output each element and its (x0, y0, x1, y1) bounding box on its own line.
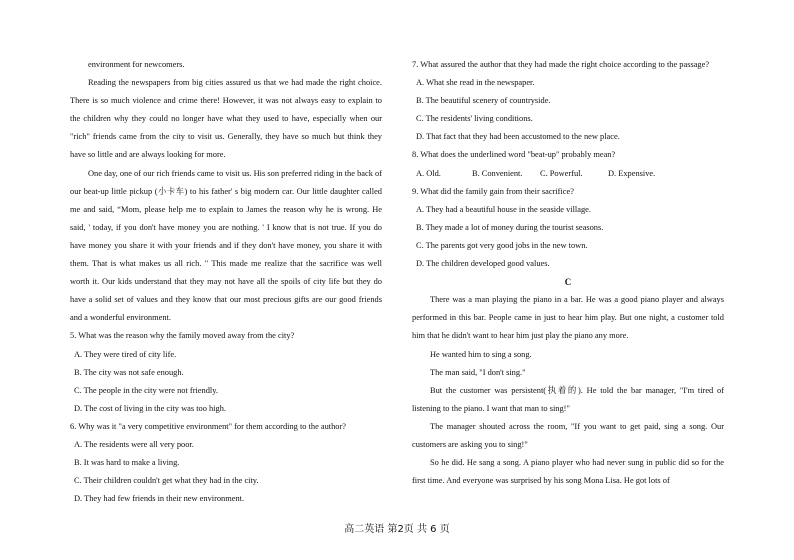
passage-paragraph-1: environment for newcomers. (88, 60, 185, 69)
passage-paragraph-3: One day, one of our rich friends came to visit us. His son preferred riding in the back of our beat-up little pickup (小卡车) to his father' s big modern car. Our little daughter called me and said, “Mom, please help me to explain to James the reason why he is wrong. He said, ' today, if you don't have money you are nothing. ' I know that is not true. If you do have money you share it with your friends and if they don't have money, you share it with them. That is what makes us all rich. " This made me realize that the sacrifice was well worth it. Our kids understand that they may not have all the spoils of city life but they do have a solid set of values and they know that our most precious gifts are our good friends and a wonderful environment. (70, 168, 382, 323)
question-6-option-b: B. It was hard to make a living. (74, 458, 180, 468)
question-8-option-d: D. Expensive. (608, 168, 656, 178)
passage-c-paragraph-4: But the customer was persistent(执着的). He told the bar manager, "I'm tired of listening to the piano. I want that man to sing!" (412, 385, 724, 413)
question-5-option-d: D. The cost of living in the city was too high. (74, 403, 226, 413)
question-5-option-c: C. The people in the city were not friendly. (74, 385, 218, 395)
question-7-option-d: D. That fact that they had been accustomed to the new place. (416, 132, 620, 142)
passage-paragraph-2: Reading the newspapers from big cities assured us that we had made the right choice. There is so much violence and crime there! However, it was not always easy to explain to the children why they could no longer have what they used to have, especially when our "rich" friends came from the city to visit us. Generally, they have so much but think they have so little and are always looking for more. (70, 78, 382, 160)
question-8-option-b: B. Convenient. (472, 168, 523, 178)
question-8-options (412, 165, 724, 183)
section-heading: C (564, 277, 572, 288)
question-8-stem: 8. What does the underlined word "beat-up" probably mean? (412, 150, 616, 160)
passage-c-paragraph-2: He wanted him to sing a song. (430, 349, 532, 359)
question-8-option-a: A. Old. (416, 168, 441, 178)
passage-c-paragraph-1: There was a man playing the piano in a bar. He was a good piano player and always performed in this bar. People came in just to hear him play. But one night, a customer told him that he didn't want to hear him just play the piano any more. (412, 295, 724, 341)
question-5-option-b: B. The city was not safe enough. (74, 367, 184, 377)
question-7-stem: 7. What assured the author that they had made the right choice according to the passage? (412, 60, 710, 69)
question-8-option-c: C. Powerful. (540, 168, 583, 178)
question-9-option-d: D. The children developed good values. (416, 259, 550, 269)
question-9-stem: 9. What did the family gain from their sacrifice? (412, 186, 574, 196)
right-column (412, 56, 724, 490)
question-6-option-a: A. The residents were all very poor. (74, 439, 194, 449)
question-9-option-c: C. The parents got very good jobs in the new town. (416, 240, 588, 250)
page-footer: 高二英语 第2页 共 6 页 (344, 524, 450, 535)
question-7-option-c: C. The residents' living conditions. (416, 114, 533, 124)
question-5-option-a: A. They were tired of city life. (74, 349, 177, 359)
passage-c-paragraph-5: The manager shouted across the room, "If you want to get paid, sing a song. Our customers are asking you to sing!" (412, 421, 724, 449)
question-5-stem: 5. What was the reason why the family moved away from the city? (70, 331, 295, 341)
question-6-stem: 6. Why was it "a very competitive environment" for them according to the author? (70, 421, 346, 431)
question-6-option-d: D. They had few friends in their new environment. (74, 494, 245, 504)
passage-c-paragraph-3: The man said, "I don't sing." (430, 367, 526, 377)
passage-c-paragraph-6: So he did. He sang a song. A piano player who had never sung in public did so for the first time. And everyone was surprised by his song Mona Lisa. He got lots of (412, 458, 724, 486)
left-column (70, 56, 382, 508)
question-6-option-c: C. Their children couldn't get what they had in the city. (74, 476, 259, 486)
question-7-option-a: A. What she read in the newspaper. (416, 78, 535, 88)
question-9-option-a: A. They had a beautiful house in the seaside village. (416, 204, 591, 214)
question-9-option-b: B. They made a lot of money during the tourist seasons. (416, 222, 604, 232)
question-7-option-b: B. The beautiful scenery of countryside. (416, 96, 551, 106)
